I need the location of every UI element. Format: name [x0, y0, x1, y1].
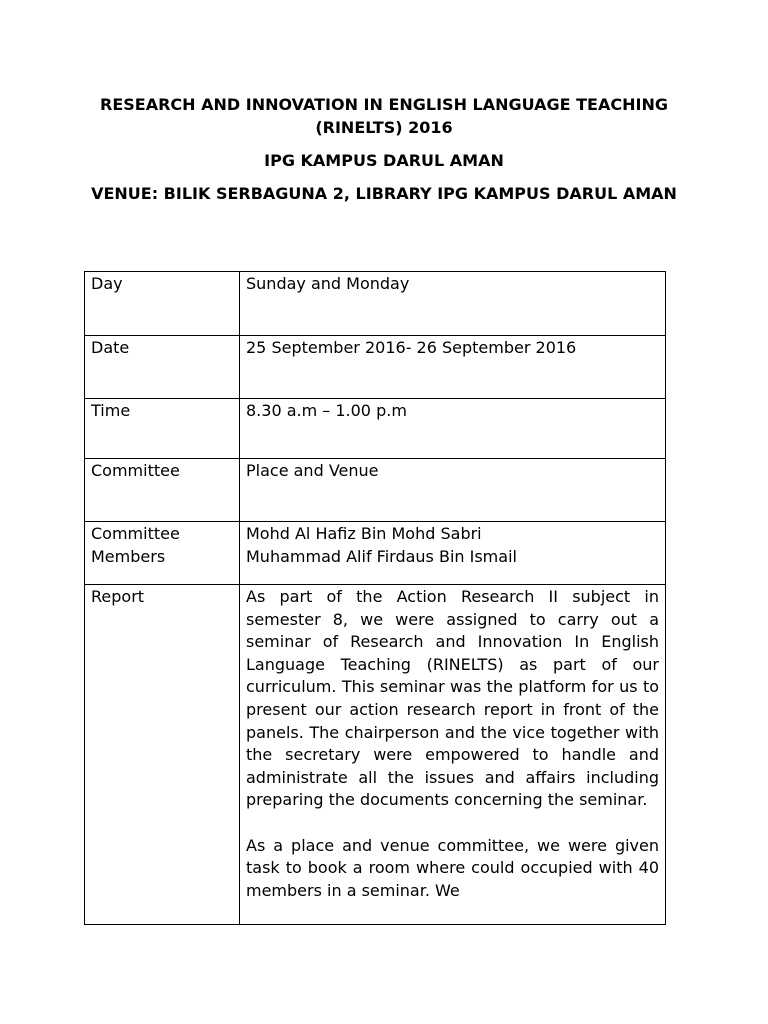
campus-heading: IPG KAMPUS DARUL AMAN: [264, 151, 504, 170]
member-name: Mohd Al Hafiz Bin Mohd Sabri: [246, 524, 482, 543]
committee-label-cell: [85, 459, 240, 522]
day-value-cell: [240, 272, 666, 336]
venue-heading: VENUE: BILIK SERBAGUNA 2, LIBRARY IPG KAMPUS DARUL AMAN: [91, 184, 677, 203]
report-paragraph: As a place and venue committee, we were given task to book a room where could occupied with 40 members in a seminar. We: [246, 835, 659, 900]
committee-value-cell: [240, 459, 666, 522]
time-value: 8.30 a.m – 1.00 p.m: [246, 401, 407, 420]
table-row-report: [85, 585, 666, 925]
member-name: Muhammad Alif Firdaus Bin Ismail: [246, 546, 517, 566]
report-value-cell: [240, 585, 666, 925]
report-paragraph: As part of the Action Research II subject in semester 8, we were assigned to carry out a seminar of Research and Innovation In English Language Teaching (RINELTS) as part of our curriculum. This seminar was the platform for us to present our action research report in front of the panels. The chairperson and the vice together with the secretary were empowered to handle and administrate all the issues and affairs including preparing the documents concerning the seminar.: [246, 587, 659, 810]
table-row-time: [85, 399, 666, 459]
date-label-cell: [85, 336, 240, 399]
table-row-committee-members: [85, 522, 666, 585]
committee-value: Place and Venue: [246, 461, 379, 480]
day-label: Day: [91, 274, 123, 293]
time-label-cell: [85, 399, 240, 459]
day-value: Sunday and Monday: [246, 274, 410, 293]
date-value-cell: [240, 336, 666, 399]
time-label: Time: [91, 401, 131, 420]
committee-members-label: Committee Members: [91, 524, 180, 566]
time-value-cell: [240, 399, 666, 459]
date-value: 25 September 2016- 26 September 2016: [246, 338, 577, 357]
date-label: Date: [91, 338, 130, 357]
committee-members-value-cell: [240, 522, 666, 585]
document-title: RESEARCH AND INNOVATION IN ENGLISH LANGUAGE TEACHING (RINELTS) 2016: [100, 95, 668, 137]
seminar-info-table: [84, 271, 666, 925]
day-label-cell: [85, 272, 240, 336]
table-row-date: [85, 336, 666, 399]
table-row-day: [85, 272, 666, 336]
committee-label: Committee: [91, 461, 180, 480]
table-row-committee: [85, 459, 666, 522]
report-label: Report: [91, 587, 145, 606]
report-body: [246, 585, 659, 924]
committee-members-label-cell: [85, 522, 240, 585]
report-label-cell: [85, 585, 240, 925]
